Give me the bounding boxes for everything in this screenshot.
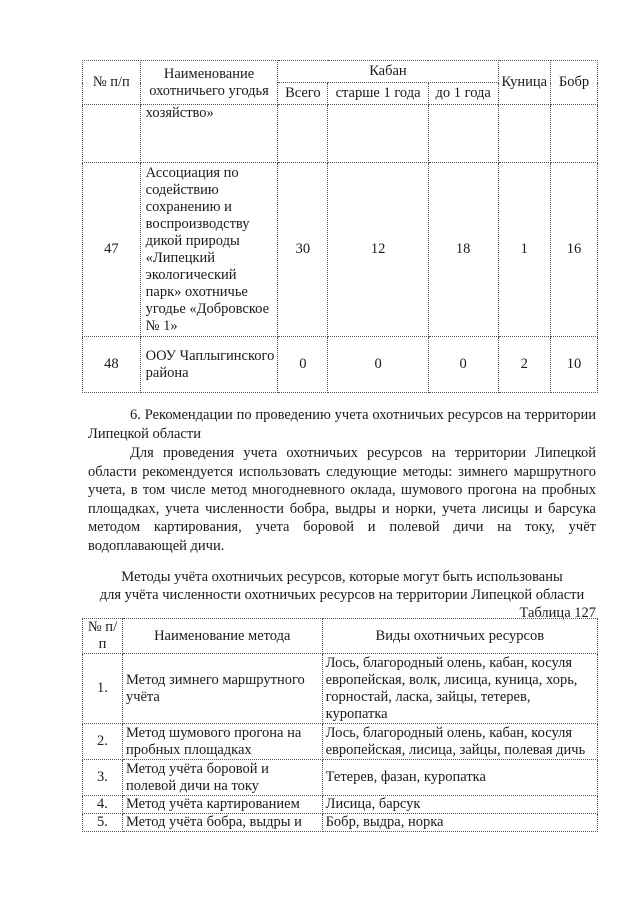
cell-species: Лось, благородный олень, кабан, косуля европейская, волк, лисица, куница, хорь, горностай, ласка, зайцы, тетерев, куропатка (322, 654, 597, 724)
cell-name: хозяйство» (140, 105, 278, 163)
cell-method: Метод учёта картированием (122, 796, 322, 814)
cell-num (83, 105, 141, 163)
cell-num: 1. (83, 654, 123, 724)
header-boar-younger: до 1 года (428, 83, 498, 105)
cell-younger: 0 (428, 337, 498, 393)
cell-marten: 1 (498, 163, 551, 337)
table-number: Таблица 127 (519, 605, 596, 621)
cell-num: 48 (83, 337, 141, 393)
table-row (83, 163, 598, 337)
cell-species: Лось, благородный олень, кабан, косуля европейская, лисица, зайцы, полевая дичь (322, 724, 597, 760)
section-body: Для проведения учета охотничьих ресурсов на территории Липецкой области рекомендуется использовать следующие методы: зимнего маршрутного учета, в том числе метод многодневного оклада, шумового прогона на пробных площадках, учета численности бобра, выдры и норки, учета лисицы и барсука методом картирования, учета боровой и полевой дичи на току, учёт водоплавающей дичи. (88, 445, 596, 554)
cell-beaver (551, 105, 598, 163)
cell-method: Метод учёта бобра, выдры и (122, 814, 322, 832)
header-name-line2: охотничьего угодья (149, 82, 269, 99)
cell-younger: 18 (428, 163, 498, 337)
cell-total: 0 (278, 337, 328, 393)
cell-younger (428, 105, 498, 163)
section-heading: 6. Рекомендации по проведению учета охотничьих ресурсов на территории Липецкой области (88, 407, 596, 442)
cell-species: Бобр, выдра, норка (322, 814, 597, 832)
cell-name: Ассоциация по содействию сохранению и воспроизводству дикой природы «Липецкий экологический парк» охотничье угодье «Добровское № 1» (140, 163, 278, 337)
cell-name: ООУ Чаплыгинского района (140, 337, 278, 393)
cell-older (328, 105, 429, 163)
header-beaver: Бобр (551, 61, 598, 105)
cell-num: 2. (83, 724, 123, 760)
cell-method: Метод шумового прогона на пробных площадках (122, 724, 322, 760)
cell-num: 3. (83, 760, 123, 796)
cell-older: 12 (328, 163, 429, 337)
header-boar-older: старше 1 года (328, 83, 429, 105)
cell-total (278, 105, 328, 163)
header-boar: Кабан (278, 61, 498, 83)
cell-species: Лисица, барсук (322, 796, 597, 814)
header-num: № п/п (83, 61, 141, 105)
header-species: Виды охотничьих ресурсов (322, 619, 597, 654)
table-row (83, 760, 598, 796)
table-row (83, 724, 598, 760)
table-row (83, 105, 598, 163)
header-boar-total: Всего (278, 83, 328, 105)
cell-older: 0 (328, 337, 429, 393)
cell-total: 30 (278, 163, 328, 337)
header-num: № п/п (83, 619, 123, 654)
table-row (83, 337, 598, 393)
table-row (83, 796, 598, 814)
cell-num: 47 (83, 163, 141, 337)
table-row (83, 654, 598, 724)
header-name (140, 61, 278, 105)
cell-method: Метод учёта боровой и полевой дичи на току (122, 760, 322, 796)
cell-marten: 2 (498, 337, 551, 393)
cell-species: Тетерев, фазан, куропатка (322, 760, 597, 796)
header-method: Наименование метода (122, 619, 322, 654)
cell-method: Метод зимнего маршрутного учёта (122, 654, 322, 724)
table-row (83, 814, 598, 832)
cell-marten (498, 105, 551, 163)
cell-num: 5. (83, 814, 123, 832)
cell-beaver: 16 (551, 163, 598, 337)
table-caption-line2: для учёта численности охотничьих ресурсов на территории Липецкой области (99, 587, 585, 603)
header-marten: Куница (498, 61, 551, 105)
header-name-line1: Наименование (163, 65, 255, 82)
table-caption-line1: Методы учёта охотничьих ресурсов, которые могут быть использованы (121, 569, 563, 585)
methods-table (82, 618, 598, 832)
cell-num: 4. (83, 796, 123, 814)
cell-beaver: 10 (551, 337, 598, 393)
hunting-grounds-table (82, 60, 598, 393)
